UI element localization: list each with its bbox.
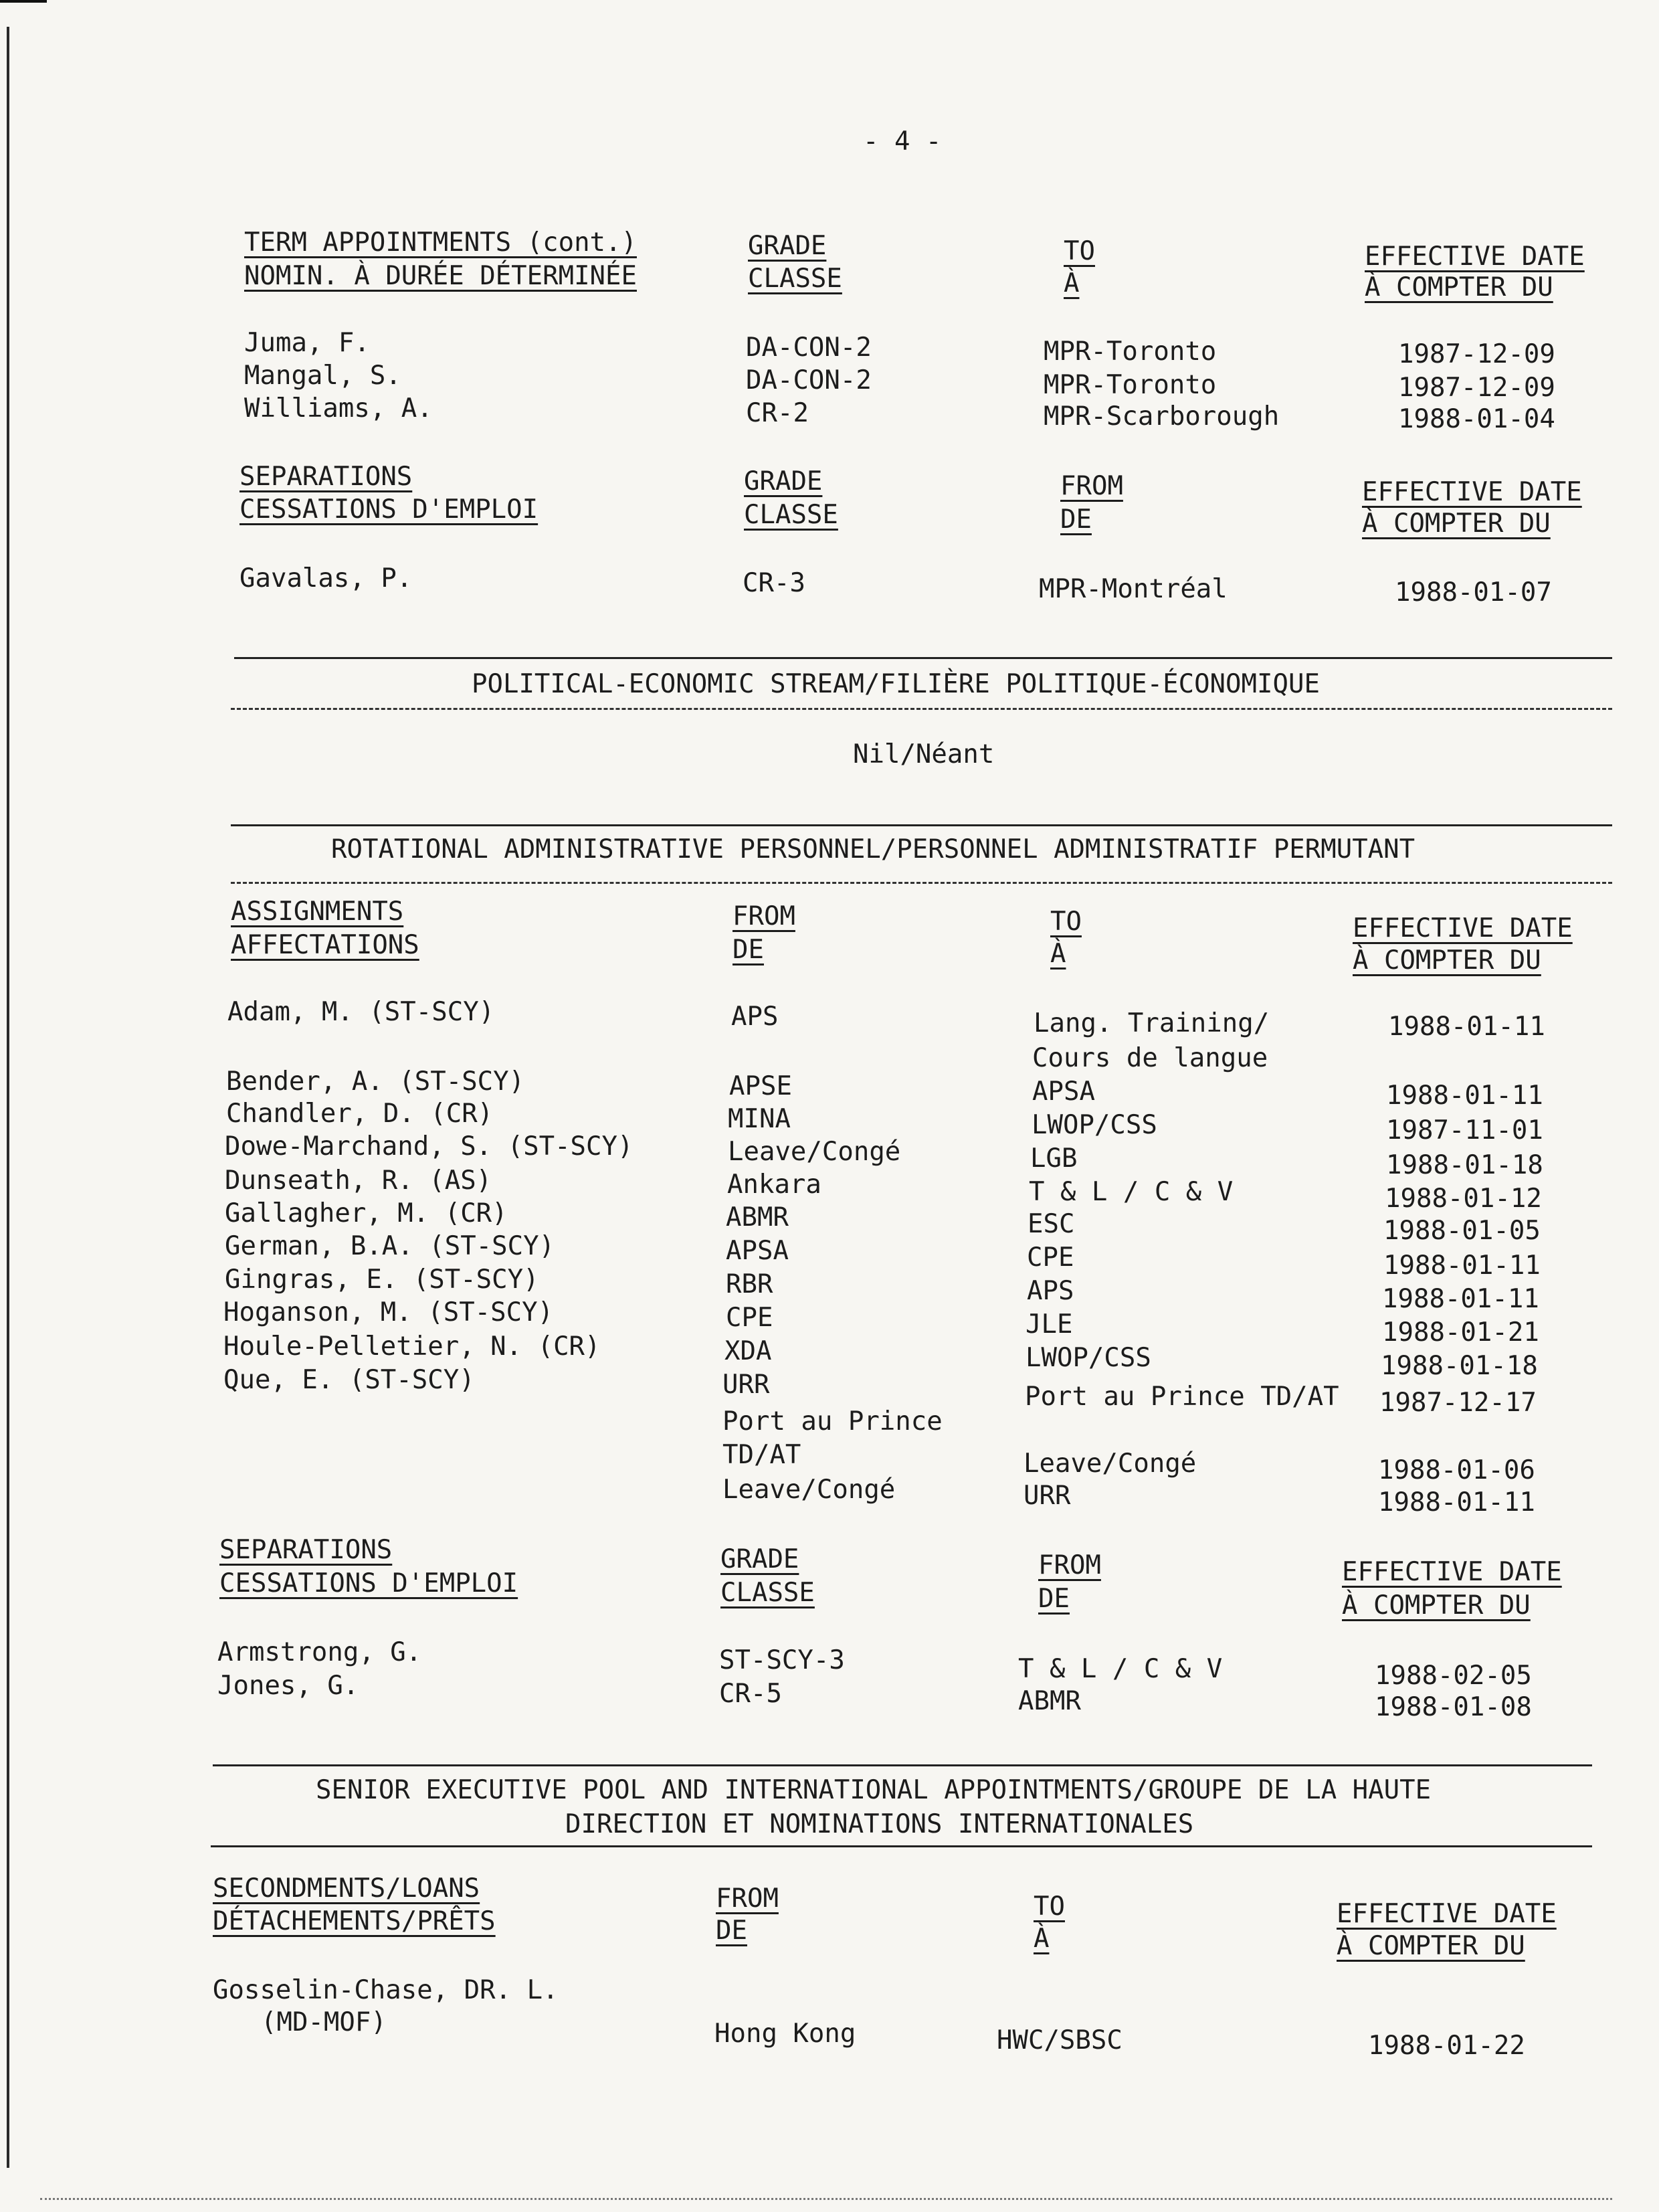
table-row-name: Mangal, S. <box>244 361 401 391</box>
table-row-name: Armstrong, G. <box>217 1637 422 1667</box>
table-row-name: Williams, A. <box>244 393 433 424</box>
table-row-name: Gallagher, M. (CR) <box>225 1198 508 1228</box>
term-header-date-fr: À COMPTER DU <box>1365 272 1553 302</box>
table-row-grade: CR-2 <box>746 398 809 428</box>
sep1-header-name-en: SEPARATIONS <box>239 462 413 492</box>
table-row-to: MPR-Scarborough <box>1044 401 1280 432</box>
sen-header-to-en: TO <box>1034 1892 1065 1922</box>
table-row-from: CPE <box>726 1303 773 1333</box>
term-header-name-fr: NOMIN. À DURÉE DÉTERMINÉE <box>244 261 637 291</box>
sep1-header-date-fr: À COMPTER DU <box>1362 509 1551 539</box>
table-row-date: 1988-01-08 <box>1375 1692 1532 1722</box>
section-rule <box>213 1764 1592 1766</box>
sep2-header-grade-fr: CLASSE <box>720 1578 815 1608</box>
table-row-date: 1988-01-05 <box>1383 1216 1541 1246</box>
table-row-grade: ST-SCY-3 <box>719 1645 845 1675</box>
table-row-date: 1987-11-01 <box>1386 1115 1543 1145</box>
table-row-grade: DA-CON-2 <box>746 333 872 363</box>
table-row-from: Port au Prince <box>722 1406 943 1437</box>
page-corner-mark <box>0 0 47 13</box>
table-row-from: ABMR <box>726 1202 789 1232</box>
table-row-from: XDA <box>724 1336 772 1366</box>
table-row-date: 1988-01-04 <box>1398 404 1555 434</box>
table-row-grade: DA-CON-2 <box>746 365 872 395</box>
table-row-to: LWOP/CSS <box>1026 1343 1151 1373</box>
term-header-to-en: TO <box>1064 236 1095 266</box>
sep1-header-grade-fr: CLASSE <box>744 500 838 530</box>
table-row-to: Leave/Congé <box>1023 1449 1197 1479</box>
table-row-from: URR <box>722 1370 770 1400</box>
table-row-name: Que, E. (ST-SCY) <box>223 1365 475 1395</box>
table-row-date: 1988-01-11 <box>1386 1081 1543 1111</box>
sen-header-date-fr: À COMPTER DU <box>1337 1931 1525 1961</box>
table-row-name: Gavalas, P. <box>239 563 413 593</box>
table-row-to: HWC/SBSC <box>997 2025 1123 2055</box>
table-row-date: 1988-01-12 <box>1385 1184 1542 1214</box>
senior-title-line2: DIRECTION ET NOMINATIONS INTERNATIONALES <box>565 1809 1194 1839</box>
term-header-grade-en: GRADE <box>748 231 827 261</box>
term-header-date-en: EFFECTIVE DATE <box>1365 242 1585 272</box>
table-row-name: Jones, G. <box>217 1671 359 1701</box>
section-rule <box>231 708 1612 710</box>
sep1-header-date-en: EFFECTIVE DATE <box>1362 477 1582 507</box>
political-economic-title: POLITICAL-ECONOMIC STREAM/FILIÈRE POLITIQUE-ÉCONOMIQUE <box>472 669 1320 699</box>
table-row-from: MPR-Montréal <box>1039 574 1228 604</box>
table-row-from: Leave/Congé <box>722 1475 896 1505</box>
table-row-name: Hoganson, M. (ST-SCY) <box>223 1297 554 1327</box>
table-row-to: Lang. Training/ <box>1034 1008 1270 1038</box>
table-row-name: Adam, M. (ST-SCY) <box>227 997 495 1027</box>
table-row-name: Gosselin-Chase, DR. L. <box>213 1975 559 2005</box>
senior-title-line1: SENIOR EXECUTIVE POOL AND INTERNATIONAL APPOINTMENTS/GROUPE DE LA HAUTE <box>316 1775 1432 1805</box>
table-row-to: APSA <box>1032 1077 1095 1107</box>
section-rule <box>231 882 1612 884</box>
table-row-to: LWOP/CSS <box>1032 1110 1157 1140</box>
sep1-header-from-fr: DE <box>1060 504 1092 535</box>
sen-header-date-en: EFFECTIVE DATE <box>1337 1899 1557 1929</box>
table-row-to: URR <box>1023 1481 1071 1511</box>
table-row-date: 1988-01-22 <box>1368 2031 1525 2061</box>
table-row-date: 1988-01-21 <box>1382 1317 1539 1348</box>
sep2-header-name-fr: CESSATIONS D'EMPLOI <box>219 1568 518 1598</box>
sep2-header-name-en: SEPARATIONS <box>219 1535 393 1565</box>
table-row-grade: CR-5 <box>719 1679 782 1709</box>
table-row-from: APS <box>731 1002 779 1032</box>
table-row-name-grade: (MD-MOF) <box>261 2007 387 2037</box>
table-row-from: Ankara <box>727 1170 821 1200</box>
table-row-to: Cours de langue <box>1032 1043 1268 1073</box>
table-row-from: Hong Kong <box>714 2019 856 2049</box>
sep1-header-from-en: FROM <box>1060 471 1123 501</box>
rot-header-date-en: EFFECTIVE DATE <box>1353 913 1573 943</box>
term-header-name-en: TERM APPOINTMENTS (cont.) <box>244 227 637 258</box>
table-row-to: Port au Prince TD/AT <box>1025 1382 1339 1412</box>
table-row-name: Dowe-Marchand, S. (ST-SCY) <box>225 1131 633 1162</box>
table-row-date: 1988-02-05 <box>1375 1661 1532 1691</box>
table-row-name: Dunseath, R. (AS) <box>225 1166 492 1196</box>
rot-header-from-en: FROM <box>733 901 795 931</box>
table-row-date: 1988-01-18 <box>1381 1351 1538 1381</box>
sep2-header-date-fr: À COMPTER DU <box>1342 1590 1531 1621</box>
table-row-from: RBR <box>726 1269 773 1299</box>
section-rule <box>231 824 1612 826</box>
table-row-from: TD/AT <box>722 1440 801 1470</box>
table-row-name: Juma, F. <box>244 328 370 358</box>
table-row-to: MPR-Toronto <box>1044 337 1217 367</box>
sen-header-to-fr: À <box>1034 1924 1050 1954</box>
nil-text: Nil/Néant <box>853 739 995 769</box>
rotational-title: ROTATIONAL ADMINISTRATIVE PERSONNEL/PERSONNEL ADMINISTRATIF PERMUTANT <box>331 834 1416 864</box>
sep1-header-grade-en: GRADE <box>744 466 823 496</box>
table-row-date: 1987-12-17 <box>1379 1388 1537 1418</box>
sen-header-name-fr: DÉTACHEMENTS/PRÊTS <box>213 1906 496 1936</box>
table-row-date: 1988-01-11 <box>1382 1284 1539 1314</box>
table-row-date: 1988-01-11 <box>1388 1012 1545 1042</box>
sep1-header-name-fr: CESSATIONS D'EMPLOI <box>239 494 539 525</box>
table-row-to: JLE <box>1026 1309 1073 1340</box>
table-row-date: 1988-01-11 <box>1383 1251 1541 1281</box>
table-row-from: Leave/Congé <box>728 1137 901 1167</box>
table-row-to: T & L / C & V <box>1029 1177 1234 1207</box>
table-row-name: German, B.A. (ST-SCY) <box>225 1231 555 1261</box>
table-row-to: ESC <box>1028 1209 1075 1239</box>
scan-bottom-edge <box>40 2198 1612 2200</box>
table-row-to: APS <box>1027 1276 1074 1306</box>
table-row-date: 1988-01-18 <box>1386 1150 1543 1180</box>
sen-header-from-fr: DE <box>716 1916 747 1946</box>
table-row-date: 1988-01-06 <box>1378 1455 1535 1485</box>
section-rule <box>234 657 1612 659</box>
rot-header-name-fr: AFFECTATIONS <box>231 930 419 960</box>
sen-header-from-en: FROM <box>716 1883 779 1914</box>
table-row-to: MPR-Toronto <box>1044 370 1217 400</box>
page-number: - 4 - <box>863 126 942 157</box>
sep2-header-grade-en: GRADE <box>720 1544 799 1574</box>
sep2-header-date-en: EFFECTIVE DATE <box>1342 1557 1562 1587</box>
table-row-date: 1988-01-11 <box>1378 1487 1535 1517</box>
table-row-to: CPE <box>1027 1242 1074 1273</box>
table-row-grade: CR-3 <box>743 568 805 598</box>
section-rule <box>211 1845 1592 1847</box>
rot-header-name-en: ASSIGNMENTS <box>231 897 404 927</box>
rot-header-to-en: TO <box>1050 907 1082 937</box>
binding-edge-line <box>7 27 9 2168</box>
table-row-to: LGB <box>1030 1143 1078 1174</box>
table-row-name: Gingras, E. (ST-SCY) <box>225 1265 539 1295</box>
table-row-from: APSE <box>729 1071 792 1101</box>
sep2-header-from-en: FROM <box>1038 1550 1101 1580</box>
table-row-name: Chandler, D. (CR) <box>226 1099 494 1129</box>
table-row-name: Bender, A. (ST-SCY) <box>226 1067 525 1097</box>
sep2-header-from-fr: DE <box>1038 1584 1070 1614</box>
term-header-grade-fr: CLASSE <box>748 264 842 294</box>
table-row-from: ABMR <box>1018 1686 1081 1716</box>
table-row-name: Houle-Pelletier, N. (CR) <box>223 1331 601 1362</box>
sen-header-name-en: SECONDMENTS/LOANS <box>213 1873 480 1904</box>
table-row-date: 1987-12-09 <box>1398 339 1555 369</box>
table-row-from: T & L / C & V <box>1018 1654 1223 1684</box>
rot-header-date-fr: À COMPTER DU <box>1353 945 1541 976</box>
table-row-date: 1988-01-07 <box>1395 577 1552 608</box>
rot-header-from-fr: DE <box>733 935 764 965</box>
term-header-to-fr: À <box>1064 268 1080 298</box>
table-row-from: APSA <box>726 1236 789 1266</box>
rot-header-to-fr: À <box>1050 939 1066 969</box>
table-row-from: MINA <box>728 1104 791 1134</box>
table-row-date: 1987-12-09 <box>1398 373 1555 403</box>
